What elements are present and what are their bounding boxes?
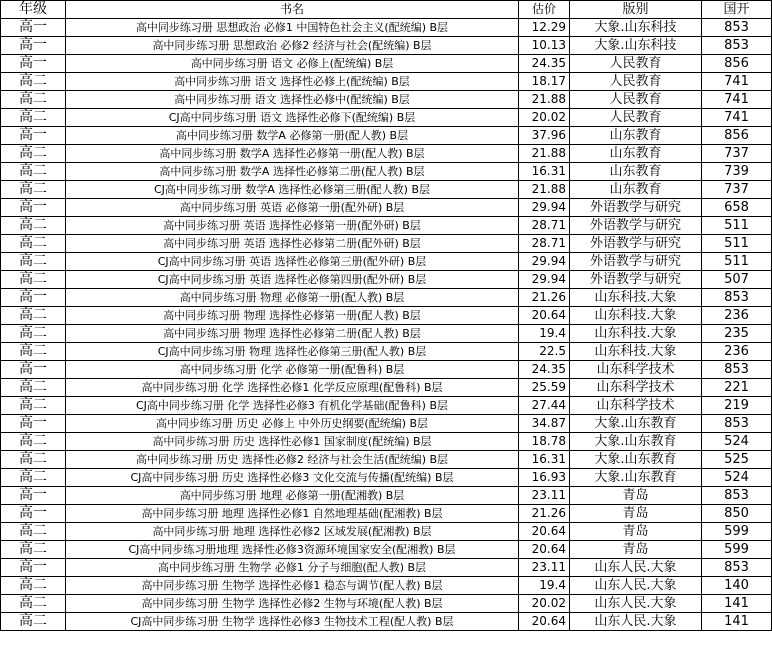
cell-edition: 外语教学与研究 (570, 253, 702, 271)
cell-edition: 大象.山东科技 (570, 37, 702, 55)
cell-grade: 高一 (1, 487, 66, 505)
cell-code: 507 (702, 271, 772, 289)
cell-edition: 外语教学与研究 (570, 199, 702, 217)
cell-code: 737 (702, 181, 772, 199)
cell-edition: 外语教学与研究 (570, 271, 702, 289)
table-row (1, 37, 772, 55)
cell-title: 高中同步练习册 地理 必修第一册(配湘教) B层 (66, 487, 519, 505)
cell-code: 853 (702, 37, 772, 55)
table-row (1, 559, 772, 577)
table-row (1, 415, 772, 433)
cell-title: 高中同步练习册 化学 选择性必修1 化学反应原理(配鲁科) B层 (66, 379, 519, 397)
cell-price: 20.64 (519, 613, 570, 631)
header-edition: 版别 (570, 1, 702, 19)
cell-grade: 高二 (1, 343, 66, 361)
cell-code: 236 (702, 343, 772, 361)
cell-code: 853 (702, 559, 772, 577)
cell-edition: 山东人民.大象 (570, 613, 702, 631)
cell-edition: 青岛 (570, 487, 702, 505)
cell-price: 12.29 (519, 19, 570, 37)
cell-edition: 大象.山东科技 (570, 19, 702, 37)
cell-grade: 高二 (1, 469, 66, 487)
cell-grade: 高二 (1, 91, 66, 109)
cell-title: CJ高中同步练习册 化学 选择性必修3 有机化学基础(配鲁科) B层 (66, 397, 519, 415)
cell-grade: 高二 (1, 217, 66, 235)
table-row (1, 145, 772, 163)
cell-edition: 大象.山东教育 (570, 469, 702, 487)
cell-price: 18.17 (519, 73, 570, 91)
cell-code: 658 (702, 199, 772, 217)
cell-title: 高中同步练习册 英语 选择性必修第一册(配外研) B层 (66, 217, 519, 235)
table-row (1, 307, 772, 325)
table-row (1, 19, 772, 37)
table-row (1, 253, 772, 271)
cell-price: 28.71 (519, 217, 570, 235)
cell-edition: 大象.山东教育 (570, 451, 702, 469)
cell-edition: 山东人民.大象 (570, 577, 702, 595)
cell-edition: 山东科学技术 (570, 397, 702, 415)
table-row (1, 613, 772, 631)
cell-grade: 高一 (1, 199, 66, 217)
cell-code: 853 (702, 487, 772, 505)
cell-edition: 大象.山东教育 (570, 415, 702, 433)
cell-title: 高中同步练习册 历史 选择性必修2 经济与社会生活(配统编) B层 (66, 451, 519, 469)
cell-price: 19.4 (519, 325, 570, 343)
cell-title: 高中同步练习册 语文 选择性必修上(配统编) B层 (66, 73, 519, 91)
cell-grade: 高二 (1, 145, 66, 163)
cell-grade: 高二 (1, 577, 66, 595)
cell-code: 737 (702, 145, 772, 163)
cell-title: 高中同步练习册 数学A 选择性必修第一册(配人教) B层 (66, 145, 519, 163)
cell-price: 10.13 (519, 37, 570, 55)
cell-edition: 山东科学技术 (570, 379, 702, 397)
cell-title: 高中同步练习册 地理 选择性必修2 区域发展(配湘教) B层 (66, 523, 519, 541)
cell-grade: 高二 (1, 73, 66, 91)
cell-grade: 高二 (1, 451, 66, 469)
table-row (1, 343, 772, 361)
cell-title: 高中同步练习册 物理 选择性必修第二册(配人教) B层 (66, 325, 519, 343)
cell-title: CJ高中同步练习册 历史 选择性必修3 文化交流与传播(配统编) B层 (66, 469, 519, 487)
cell-grade: 高一 (1, 559, 66, 577)
cell-grade: 高二 (1, 397, 66, 415)
cell-title: 高中同步练习册 语文 选择性必修中(配统编) B层 (66, 91, 519, 109)
cell-title: CJ高中同步练习册 数学A 选择性必修第三册(配人教) B层 (66, 181, 519, 199)
cell-title: 高中同步练习册 历史 选择性必修1 国家制度(配统编) B层 (66, 433, 519, 451)
table-row (1, 595, 772, 613)
cell-edition: 山东科技.大象 (570, 343, 702, 361)
cell-grade: 高二 (1, 253, 66, 271)
cell-edition: 外语教学与研究 (570, 217, 702, 235)
table-row (1, 217, 772, 235)
cell-grade: 高二 (1, 307, 66, 325)
cell-code: 853 (702, 19, 772, 37)
cell-price: 22.5 (519, 343, 570, 361)
cell-code: 599 (702, 541, 772, 559)
cell-grade: 高二 (1, 325, 66, 343)
cell-grade: 高二 (1, 541, 66, 559)
table-row (1, 379, 772, 397)
cell-code: 525 (702, 451, 772, 469)
cell-edition: 山东教育 (570, 163, 702, 181)
cell-title: 高中同步练习册 语文 必修上(配统编) B层 (66, 55, 519, 73)
cell-title: 高中同步练习册 数学A 选择性必修第二册(配人教) B层 (66, 163, 519, 181)
cell-grade: 高一 (1, 505, 66, 523)
cell-code: 236 (702, 307, 772, 325)
cell-code: 599 (702, 523, 772, 541)
cell-price: 19.4 (519, 577, 570, 595)
cell-price: 20.64 (519, 541, 570, 559)
cell-edition: 山东科学技术 (570, 361, 702, 379)
header-title: 书名 (66, 1, 519, 19)
cell-title: 高中同步练习册 生物学 选择性必修1 稳态与调节(配人教) B层 (66, 577, 519, 595)
cell-title: 高中同步练习册 思想政治 必修1 中国特色社会主义(配统编) B层 (66, 19, 519, 37)
cell-title: CJ高中同步练习册 语文 选择性必修下(配统编) B层 (66, 109, 519, 127)
table-row (1, 73, 772, 91)
cell-price: 34.87 (519, 415, 570, 433)
cell-code: 853 (702, 361, 772, 379)
cell-price: 18.78 (519, 433, 570, 451)
cell-code: 219 (702, 397, 772, 415)
cell-edition: 人民教育 (570, 91, 702, 109)
cell-title: 高中同步练习册 英语 必修第一册(配外研) B层 (66, 199, 519, 217)
header-price: 估价 (519, 1, 570, 19)
cell-price: 20.02 (519, 595, 570, 613)
table-row (1, 451, 772, 469)
cell-title: CJ高中同步练习册 英语 选择性必修第三册(配外研) B层 (66, 253, 519, 271)
cell-title: 高中同步练习册 思想政治 必修2 经济与社会(配统编) B层 (66, 37, 519, 55)
cell-edition: 外语教学与研究 (570, 235, 702, 253)
cell-code: 850 (702, 505, 772, 523)
table-row (1, 163, 772, 181)
cell-title: 高中同步练习册 生物学 必修1 分子与细胞(配人教) B层 (66, 559, 519, 577)
cell-grade: 高一 (1, 55, 66, 73)
table-row (1, 361, 772, 379)
header-code: 国开 (702, 1, 772, 19)
cell-grade: 高一 (1, 361, 66, 379)
cell-code: 853 (702, 415, 772, 433)
cell-edition: 大象.山东教育 (570, 433, 702, 451)
table-row (1, 325, 772, 343)
cell-grade: 高二 (1, 109, 66, 127)
table-row (1, 541, 772, 559)
cell-price: 21.88 (519, 145, 570, 163)
cell-title: CJ高中同步练习册 物理 选择性必修第三册(配人教) B层 (66, 343, 519, 361)
cell-price: 20.02 (519, 109, 570, 127)
cell-price: 21.88 (519, 91, 570, 109)
cell-code: 511 (702, 253, 772, 271)
cell-grade: 高二 (1, 595, 66, 613)
cell-price: 37.96 (519, 127, 570, 145)
cell-code: 741 (702, 109, 772, 127)
cell-code: 141 (702, 595, 772, 613)
header-grade: 年级 (1, 1, 66, 19)
cell-code: 853 (702, 289, 772, 307)
cell-title: 高中同步练习册 化学 必修第一册(配鲁科) B层 (66, 361, 519, 379)
cell-code: 856 (702, 127, 772, 145)
cell-edition: 青岛 (570, 523, 702, 541)
cell-grade: 高二 (1, 271, 66, 289)
cell-edition: 人民教育 (570, 73, 702, 91)
cell-grade: 高二 (1, 433, 66, 451)
table-row (1, 523, 772, 541)
cell-title: CJ高中同步练习册 生物学 选择性必修3 生物技术工程(配人教) B层 (66, 613, 519, 631)
cell-code: 511 (702, 217, 772, 235)
cell-price: 16.93 (519, 469, 570, 487)
cell-grade: 高二 (1, 163, 66, 181)
table-row (1, 109, 772, 127)
cell-price: 24.35 (519, 55, 570, 73)
cell-grade: 高二 (1, 523, 66, 541)
cell-edition: 山东科技.大象 (570, 289, 702, 307)
cell-edition: 山东教育 (570, 145, 702, 163)
table-row (1, 271, 772, 289)
table-row (1, 55, 772, 73)
cell-price: 16.31 (519, 163, 570, 181)
cell-grade: 高二 (1, 379, 66, 397)
cell-title: 高中同步练习册 物理 必修第一册(配人教) B层 (66, 289, 519, 307)
cell-grade: 高一 (1, 37, 66, 55)
cell-price: 29.94 (519, 199, 570, 217)
cell-edition: 山东教育 (570, 181, 702, 199)
cell-edition: 山东教育 (570, 127, 702, 145)
table-row (1, 289, 772, 307)
cell-price: 21.26 (519, 505, 570, 523)
cell-code: 235 (702, 325, 772, 343)
cell-code: 511 (702, 235, 772, 253)
table-row (1, 487, 772, 505)
cell-code: 524 (702, 433, 772, 451)
cell-title: 高中同步练习册 地理 选择性必修1 自然地理基础(配湘教) B层 (66, 505, 519, 523)
cell-edition: 山东科技.大象 (570, 307, 702, 325)
table-body (1, 19, 772, 631)
cell-title: CJ高中同步练习册地理 选择性必修3资源环境国家安全(配湘教) B层 (66, 541, 519, 559)
cell-price: 23.11 (519, 559, 570, 577)
cell-code: 140 (702, 577, 772, 595)
table-row (1, 91, 772, 109)
table-row (1, 469, 772, 487)
cell-edition: 人民教育 (570, 55, 702, 73)
cell-code: 741 (702, 73, 772, 91)
cell-title: 高中同步练习册 历史 必修上 中外历史纲要(配统编) B层 (66, 415, 519, 433)
cell-code: 524 (702, 469, 772, 487)
cell-price: 21.26 (519, 289, 570, 307)
table-row (1, 433, 772, 451)
cell-price: 20.64 (519, 307, 570, 325)
cell-price: 27.44 (519, 397, 570, 415)
cell-title: CJ高中同步练习册 英语 选择性必修第四册(配外研) B层 (66, 271, 519, 289)
cell-price: 16.31 (519, 451, 570, 469)
cell-price: 29.94 (519, 271, 570, 289)
cell-grade: 高二 (1, 235, 66, 253)
cell-title: 高中同步练习册 数学A 必修第一册(配人教) B层 (66, 127, 519, 145)
cell-edition: 人民教育 (570, 109, 702, 127)
cell-grade: 高二 (1, 613, 66, 631)
cell-edition: 青岛 (570, 505, 702, 523)
cell-price: 28.71 (519, 235, 570, 253)
cell-price: 21.88 (519, 181, 570, 199)
table-row (1, 199, 772, 217)
table-row (1, 577, 772, 595)
cell-grade: 高二 (1, 181, 66, 199)
cell-price: 29.94 (519, 253, 570, 271)
table-row (1, 505, 772, 523)
table-row (1, 397, 772, 415)
cell-code: 739 (702, 163, 772, 181)
cell-title: 高中同步练习册 生物学 选择性必修2 生物与环境(配人教) B层 (66, 595, 519, 613)
table-row (1, 235, 772, 253)
cell-edition: 山东人民.大象 (570, 559, 702, 577)
cell-title: 高中同步练习册 英语 选择性必修第二册(配外研) B层 (66, 235, 519, 253)
table-row (1, 127, 772, 145)
cell-price: 24.35 (519, 361, 570, 379)
cell-code: 741 (702, 91, 772, 109)
cell-code: 141 (702, 613, 772, 631)
cell-price: 25.59 (519, 379, 570, 397)
cell-grade: 高一 (1, 19, 66, 37)
cell-edition: 山东科技.大象 (570, 325, 702, 343)
header-row (1, 1, 772, 19)
cell-price: 23.11 (519, 487, 570, 505)
cell-title: 高中同步练习册 物理 选择性必修第一册(配人教) B层 (66, 307, 519, 325)
cell-grade: 高一 (1, 289, 66, 307)
cell-edition: 山东人民.大象 (570, 595, 702, 613)
cell-grade: 高一 (1, 127, 66, 145)
cell-code: 856 (702, 55, 772, 73)
cell-price: 20.64 (519, 523, 570, 541)
cell-grade: 高一 (1, 415, 66, 433)
cell-code: 221 (702, 379, 772, 397)
table-row (1, 181, 772, 199)
cell-edition: 青岛 (570, 541, 702, 559)
